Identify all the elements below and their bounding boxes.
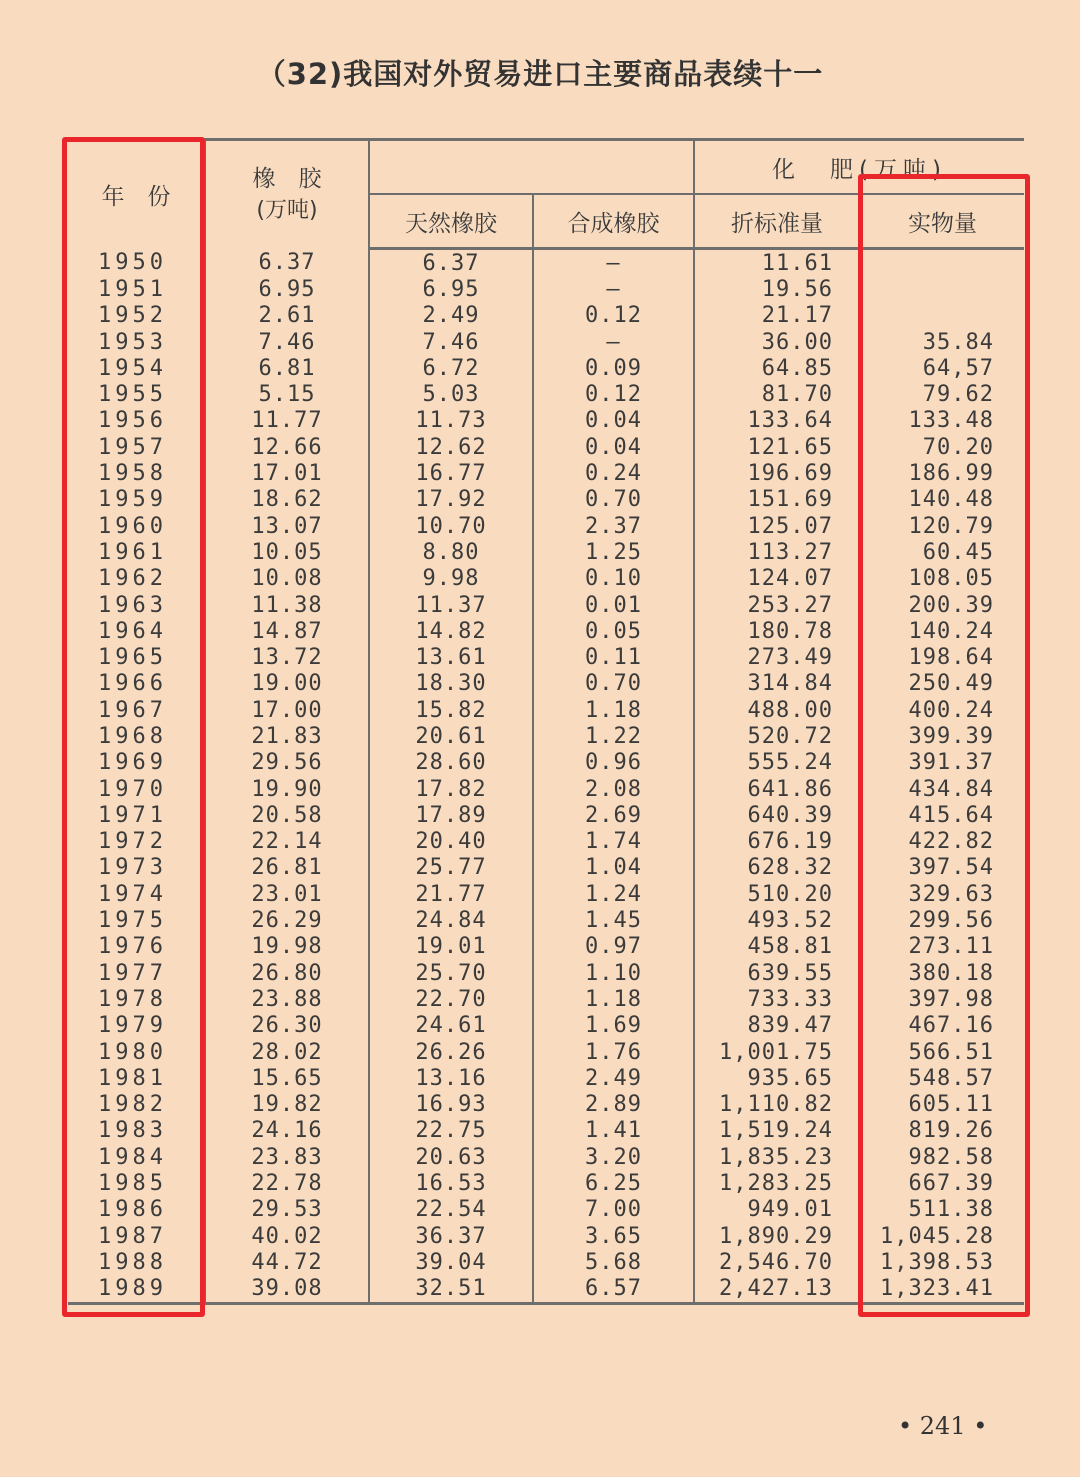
- cell-natural-rubber: 28.60: [369, 750, 533, 776]
- cell-synthetic-rubber: 1.18: [533, 986, 694, 1012]
- cell-natural-rubber: 24.84: [369, 907, 533, 933]
- cell-synthetic-rubber: 0.09: [533, 355, 694, 381]
- table-row: [68, 829, 1024, 855]
- cell-synthetic-rubber: 1.69: [533, 1013, 694, 1039]
- cell-rubber: 14.87: [205, 618, 369, 644]
- table-row: [68, 1197, 1024, 1223]
- cell-natural-rubber: 39.04: [369, 1249, 533, 1275]
- cell-rubber: 19.00: [205, 671, 369, 697]
- cell-synthetic-rubber: 2.69: [533, 802, 694, 828]
- cell-physical-amount: 1,045.28: [860, 1223, 1024, 1249]
- header-standard-amount: 折标准量: [694, 194, 860, 249]
- cell-natural-rubber: 21.77: [369, 881, 533, 907]
- table-row: [68, 1170, 1024, 1196]
- cell-synthetic-rubber: 6.25: [533, 1170, 694, 1196]
- cell-rubber: 6.37: [205, 249, 369, 277]
- cell-physical-amount: 140.48: [860, 487, 1024, 513]
- cell-natural-rubber: 26.26: [369, 1039, 533, 1065]
- cell-rubber: 6.81: [205, 355, 369, 381]
- table-row: [68, 750, 1024, 776]
- cell-physical-amount: [860, 249, 1024, 277]
- cell-standard-amount: 133.64: [694, 408, 860, 434]
- cell-natural-rubber: 9.98: [369, 566, 533, 592]
- cell-physical-amount: 434.84: [860, 776, 1024, 802]
- cell-rubber: 29.53: [205, 1197, 369, 1223]
- cell-physical-amount: 70.20: [860, 434, 1024, 460]
- cell-natural-rubber: 11.37: [369, 592, 533, 618]
- cell-standard-amount: 21.17: [694, 303, 860, 329]
- cell-physical-amount: 391.37: [860, 750, 1024, 776]
- cell-physical-amount: 250.49: [860, 671, 1024, 697]
- cell-synthetic-rubber: 5.68: [533, 1249, 694, 1275]
- cell-standard-amount: 839.47: [694, 1013, 860, 1039]
- table-row: [68, 881, 1024, 907]
- cell-rubber: 5.15: [205, 381, 369, 407]
- cell-natural-rubber: 13.61: [369, 644, 533, 670]
- cell-standard-amount: 458.81: [694, 934, 860, 960]
- cell-rubber: 28.02: [205, 1039, 369, 1065]
- table-row: [68, 355, 1024, 381]
- table-row: [68, 618, 1024, 644]
- cell-synthetic-rubber: 3.65: [533, 1223, 694, 1249]
- cell-standard-amount: 121.65: [694, 434, 860, 460]
- cell-natural-rubber: 14.82: [369, 618, 533, 644]
- header-natural-rubber: 天然橡胶: [369, 194, 533, 249]
- table-row: [68, 592, 1024, 618]
- table-row: [68, 460, 1024, 486]
- cell-standard-amount: 273.49: [694, 644, 860, 670]
- cell-year: 1952: [98, 303, 167, 329]
- cell-rubber: 22.14: [205, 829, 369, 855]
- cell-rubber: 18.62: [205, 487, 369, 513]
- cell-year: 1988: [98, 1249, 167, 1275]
- cell-physical-amount: 397.54: [860, 855, 1024, 881]
- cell-year: 1983: [98, 1118, 167, 1144]
- cell-natural-rubber: 8.80: [369, 539, 533, 565]
- cell-physical-amount: 566.51: [860, 1039, 1024, 1065]
- cell-rubber: 22.78: [205, 1170, 369, 1196]
- cell-physical-amount: 415.64: [860, 802, 1024, 828]
- cell-year: 1985: [98, 1171, 167, 1197]
- cell-year: 1971: [98, 802, 167, 828]
- cell-year: 1963: [98, 592, 167, 618]
- cell-natural-rubber: 20.40: [369, 829, 533, 855]
- cell-synthetic-rubber: 2.89: [533, 1092, 694, 1118]
- cell-rubber: 44.72: [205, 1249, 369, 1275]
- cell-standard-amount: 180.78: [694, 618, 860, 644]
- cell-natural-rubber: 15.82: [369, 697, 533, 723]
- cell-physical-amount: 400.24: [860, 697, 1024, 723]
- cell-year: 1989: [68, 1276, 205, 1304]
- cell-standard-amount: 949.01: [694, 1197, 860, 1223]
- cell-rubber: 7.46: [205, 329, 369, 355]
- cell-physical-amount: [860, 276, 1024, 302]
- cell-rubber: 19.82: [205, 1092, 369, 1118]
- cell-synthetic-rubber: 0.05: [533, 618, 694, 644]
- cell-year: 1976: [98, 934, 167, 960]
- cell-physical-amount: 329.63: [860, 881, 1024, 907]
- cell-natural-rubber: 18.30: [369, 671, 533, 697]
- cell-natural-rubber: 20.61: [369, 723, 533, 749]
- cell-synthetic-rubber: 2.37: [533, 513, 694, 539]
- cell-synthetic-rubber: 1.74: [533, 829, 694, 855]
- cell-physical-amount: 299.56: [860, 907, 1024, 933]
- table-row: [68, 566, 1024, 592]
- cell-year: 1960: [98, 513, 167, 539]
- cell-standard-amount: 36.00: [694, 329, 860, 355]
- cell-natural-rubber: 25.70: [369, 960, 533, 986]
- cell-natural-rubber: 7.46: [369, 329, 533, 355]
- cell-synthetic-rubber: 0.11: [533, 644, 694, 670]
- cell-natural-rubber: 2.49: [369, 303, 533, 329]
- cell-standard-amount: 196.69: [694, 460, 860, 486]
- table-row: [68, 381, 1024, 407]
- cell-year: 1979: [98, 1013, 167, 1039]
- cell-synthetic-rubber: 1.25: [533, 539, 694, 565]
- cell-standard-amount: 125.07: [694, 513, 860, 539]
- cell-physical-amount: 380.18: [860, 960, 1024, 986]
- cell-synthetic-rubber: 1.76: [533, 1039, 694, 1065]
- cell-natural-rubber: 6.72: [369, 355, 533, 381]
- cell-standard-amount: 641.86: [694, 776, 860, 802]
- cell-physical-amount: 982.58: [860, 1144, 1024, 1170]
- cell-rubber: 17.00: [205, 697, 369, 723]
- cell-synthetic-rubber: —: [533, 329, 694, 355]
- table-row: [68, 960, 1024, 986]
- cell-physical-amount: 133.48: [860, 408, 1024, 434]
- table-row: [68, 329, 1024, 355]
- table-row: [68, 1223, 1024, 1249]
- table-row: [68, 1013, 1024, 1039]
- cell-synthetic-rubber: 0.70: [533, 487, 694, 513]
- cell-physical-amount: 64,57: [860, 355, 1024, 381]
- cell-natural-rubber: 22.70: [369, 986, 533, 1012]
- table-row: [68, 1092, 1024, 1118]
- cell-year: 1951: [98, 276, 167, 302]
- cell-rubber: 2.61: [205, 303, 369, 329]
- header-synthetic-rubber: 合成橡胶: [533, 194, 694, 249]
- cell-year: 1969: [98, 750, 167, 776]
- cell-rubber: 26.81: [205, 855, 369, 881]
- table-row: [68, 1118, 1024, 1144]
- cell-year: 1987: [98, 1223, 167, 1249]
- cell-standard-amount: 2,546.70: [694, 1249, 860, 1275]
- cell-synthetic-rubber: 0.24: [533, 460, 694, 486]
- cell-natural-rubber: 5.03: [369, 381, 533, 407]
- cell-rubber: 39.08: [205, 1276, 369, 1304]
- cell-natural-rubber: 16.93: [369, 1092, 533, 1118]
- cell-rubber: 26.29: [205, 907, 369, 933]
- cell-natural-rubber: 16.53: [369, 1170, 533, 1196]
- cell-year: 1972: [98, 829, 167, 855]
- cell-natural-rubber: 12.62: [369, 434, 533, 460]
- cell-standard-amount: 520.72: [694, 723, 860, 749]
- cell-rubber: 13.72: [205, 644, 369, 670]
- cell-year: 1982: [98, 1092, 167, 1118]
- cell-synthetic-rubber: 2.08: [533, 776, 694, 802]
- cell-synthetic-rubber: 1.18: [533, 697, 694, 723]
- cell-physical-amount: 198.64: [860, 644, 1024, 670]
- header-rubber-label: 橡 胶: [252, 165, 322, 192]
- cell-standard-amount: 124.07: [694, 566, 860, 592]
- cell-physical-amount: 200.39: [860, 592, 1024, 618]
- table-body: [68, 249, 1024, 1304]
- cell-rubber: 19.98: [205, 934, 369, 960]
- cell-natural-rubber: 11.73: [369, 408, 533, 434]
- cell-standard-amount: 314.84: [694, 671, 860, 697]
- cell-standard-amount: 151.69: [694, 487, 860, 513]
- cell-physical-amount: 60.45: [860, 539, 1024, 565]
- cell-physical-amount: 399.39: [860, 723, 1024, 749]
- cell-natural-rubber: 36.37: [369, 1223, 533, 1249]
- cell-natural-rubber: 13.16: [369, 1065, 533, 1091]
- cell-standard-amount: 639.55: [694, 960, 860, 986]
- cell-rubber: 26.80: [205, 960, 369, 986]
- cell-synthetic-rubber: 1.41: [533, 1118, 694, 1144]
- cell-year: 1950: [98, 249, 167, 275]
- cell-synthetic-rubber: 0.12: [533, 381, 694, 407]
- cell-physical-amount: 273.11: [860, 934, 1024, 960]
- cell-synthetic-rubber: 1.22: [533, 723, 694, 749]
- cell-natural-rubber: 22.75: [369, 1118, 533, 1144]
- cell-physical-amount: 108.05: [860, 566, 1024, 592]
- cell-synthetic-rubber: 0.97: [533, 934, 694, 960]
- cell-standard-amount: 935.65: [694, 1065, 860, 1091]
- cell-year: 1956: [98, 408, 167, 434]
- cell-physical-amount: 35.84: [860, 329, 1024, 355]
- cell-standard-amount: 1,890.29: [694, 1223, 860, 1249]
- cell-physical-amount: 605.11: [860, 1092, 1024, 1118]
- cell-natural-rubber: 20.63: [369, 1144, 533, 1170]
- table-row: [68, 276, 1024, 302]
- cell-year: 1975: [98, 908, 167, 934]
- table-row: [68, 303, 1024, 329]
- header-rubber-unit: (万吨): [256, 197, 318, 223]
- cell-synthetic-rubber: 6.57: [533, 1276, 694, 1304]
- table-row: [68, 723, 1024, 749]
- cell-synthetic-rubber: 0.04: [533, 434, 694, 460]
- table-row: [68, 408, 1024, 434]
- cell-physical-amount: 548.57: [860, 1065, 1024, 1091]
- table-row: [68, 1276, 1024, 1304]
- cell-year: 1986: [98, 1197, 167, 1223]
- cell-physical-amount: 422.82: [860, 829, 1024, 855]
- table-row: [68, 934, 1024, 960]
- cell-rubber: 20.58: [205, 802, 369, 828]
- cell-standard-amount: 2,427.13: [694, 1276, 860, 1304]
- cell-natural-rubber: 19.01: [369, 934, 533, 960]
- table-row: [68, 1144, 1024, 1170]
- table-row: [68, 644, 1024, 670]
- cell-year: 1962: [98, 566, 167, 592]
- cell-rubber: 11.38: [205, 592, 369, 618]
- table-row: [68, 249, 1024, 277]
- cell-standard-amount: 64.85: [694, 355, 860, 381]
- table-row: [68, 1249, 1024, 1275]
- table-row: [68, 802, 1024, 828]
- cell-year: 1977: [98, 960, 167, 986]
- cell-physical-amount: 667.39: [860, 1170, 1024, 1196]
- cell-synthetic-rubber: 3.20: [533, 1144, 694, 1170]
- cell-standard-amount: 493.52: [694, 907, 860, 933]
- cell-standard-amount: 1,835.23: [694, 1144, 860, 1170]
- cell-rubber: 40.02: [205, 1223, 369, 1249]
- cell-synthetic-rubber: 2.49: [533, 1065, 694, 1091]
- cell-year: 1973: [98, 855, 167, 881]
- table-row: [68, 855, 1024, 881]
- cell-rubber: 23.83: [205, 1144, 369, 1170]
- cell-year: 1966: [98, 671, 167, 697]
- cell-synthetic-rubber: 0.01: [533, 592, 694, 618]
- cell-year: 1968: [98, 723, 167, 749]
- cell-physical-amount: 79.62: [860, 381, 1024, 407]
- cell-synthetic-rubber: 0.04: [533, 408, 694, 434]
- header-year: 年 份: [101, 184, 171, 211]
- cell-standard-amount: 510.20: [694, 881, 860, 907]
- cell-natural-rubber: 24.61: [369, 1013, 533, 1039]
- cell-year: 1953: [98, 329, 167, 355]
- table-row: [68, 1065, 1024, 1091]
- cell-physical-amount: 1,323.41: [860, 1276, 1024, 1304]
- cell-standard-amount: 253.27: [694, 592, 860, 618]
- cell-rubber: 23.88: [205, 986, 369, 1012]
- cell-physical-amount: 120.79: [860, 513, 1024, 539]
- cell-rubber: 13.07: [205, 513, 369, 539]
- header-fertilizer: 化 肥(万吨): [694, 140, 1024, 195]
- cell-physical-amount: 511.38: [860, 1197, 1024, 1223]
- cell-natural-rubber: 25.77: [369, 855, 533, 881]
- cell-year: 1957: [98, 434, 167, 460]
- cell-standard-amount: 640.39: [694, 802, 860, 828]
- cell-standard-amount: 1,001.75: [694, 1039, 860, 1065]
- cell-standard-amount: 11.61: [694, 249, 860, 277]
- cell-physical-amount: 186.99: [860, 460, 1024, 486]
- cell-year: 1964: [98, 618, 167, 644]
- cell-rubber: 23.01: [205, 881, 369, 907]
- header-rubber: [205, 140, 369, 249]
- cell-natural-rubber: 6.95: [369, 276, 533, 302]
- cell-natural-rubber: 22.54: [369, 1197, 533, 1223]
- table-row: [68, 776, 1024, 802]
- cell-rubber: 11.77: [205, 408, 369, 434]
- cell-standard-amount: 19.56: [694, 276, 860, 302]
- table-row: [68, 1039, 1024, 1065]
- cell-physical-amount: 397.98: [860, 986, 1024, 1012]
- cell-natural-rubber: 10.70: [369, 513, 533, 539]
- cell-year: 1978: [98, 986, 167, 1012]
- cell-synthetic-rubber: 1.24: [533, 881, 694, 907]
- cell-standard-amount: 113.27: [694, 539, 860, 565]
- cell-year: 1981: [98, 1065, 167, 1091]
- cell-rubber: 19.90: [205, 776, 369, 802]
- cell-physical-amount: 467.16: [860, 1013, 1024, 1039]
- import-commodities-table: [68, 138, 1024, 1305]
- cell-year: 1967: [98, 697, 167, 723]
- cell-standard-amount: 628.32: [694, 855, 860, 881]
- cell-standard-amount: 555.24: [694, 750, 860, 776]
- cell-natural-rubber: 32.51: [369, 1276, 533, 1304]
- cell-physical-amount: 819.26: [860, 1118, 1024, 1144]
- cell-year: 1970: [98, 776, 167, 802]
- table-row: [68, 986, 1024, 1012]
- cell-rubber: 26.30: [205, 1013, 369, 1039]
- cell-physical-amount: [860, 303, 1024, 329]
- cell-rubber: 17.01: [205, 460, 369, 486]
- cell-standard-amount: 733.33: [694, 986, 860, 1012]
- cell-physical-amount: 140.24: [860, 618, 1024, 644]
- cell-synthetic-rubber: 1.45: [533, 907, 694, 933]
- cell-physical-amount: 1,398.53: [860, 1249, 1024, 1275]
- table-row: [68, 671, 1024, 697]
- cell-synthetic-rubber: 1.10: [533, 960, 694, 986]
- cell-year: 1965: [98, 645, 167, 671]
- cell-standard-amount: 81.70: [694, 381, 860, 407]
- cell-rubber: 21.83: [205, 723, 369, 749]
- cell-standard-amount: 1,519.24: [694, 1118, 860, 1144]
- cell-synthetic-rubber: —: [533, 276, 694, 302]
- cell-natural-rubber: 17.82: [369, 776, 533, 802]
- cell-synthetic-rubber: 0.96: [533, 750, 694, 776]
- cell-natural-rubber: 17.89: [369, 802, 533, 828]
- cell-year: 1959: [98, 487, 167, 513]
- cell-natural-rubber: 17.92: [369, 487, 533, 513]
- header-rubber-spacer: [369, 140, 694, 195]
- cell-rubber: 10.08: [205, 566, 369, 592]
- table-row: [68, 697, 1024, 723]
- table-row: [68, 907, 1024, 933]
- cell-rubber: 24.16: [205, 1118, 369, 1144]
- cell-natural-rubber: 6.37: [369, 249, 533, 277]
- page-title: （32)我国对外贸易进口主要商品表续十一: [256, 57, 824, 91]
- cell-year: 1980: [98, 1039, 167, 1065]
- cell-standard-amount: 1,110.82: [694, 1092, 860, 1118]
- cell-standard-amount: 1,283.25: [694, 1170, 860, 1196]
- cell-year: 1984: [98, 1144, 167, 1170]
- cell-year: 1961: [98, 539, 167, 565]
- cell-year: 1958: [98, 461, 167, 487]
- cell-rubber: 29.56: [205, 750, 369, 776]
- page-number: • 241 •: [898, 1412, 988, 1440]
- table-row: [68, 513, 1024, 539]
- cell-synthetic-rubber: —: [533, 249, 694, 277]
- cell-synthetic-rubber: 0.12: [533, 303, 694, 329]
- cell-rubber: 6.95: [205, 276, 369, 302]
- cell-rubber: 10.05: [205, 539, 369, 565]
- cell-year: 1955: [98, 382, 167, 408]
- cell-synthetic-rubber: 0.70: [533, 671, 694, 697]
- cell-rubber: 15.65: [205, 1065, 369, 1091]
- cell-synthetic-rubber: 1.04: [533, 855, 694, 881]
- table-row: [68, 434, 1024, 460]
- cell-year: 1974: [98, 881, 167, 907]
- cell-standard-amount: 488.00: [694, 697, 860, 723]
- cell-synthetic-rubber: 0.10: [533, 566, 694, 592]
- cell-synthetic-rubber: 7.00: [533, 1197, 694, 1223]
- cell-natural-rubber: 16.77: [369, 460, 533, 486]
- cell-year: 1954: [98, 355, 167, 381]
- cell-standard-amount: 676.19: [694, 829, 860, 855]
- table-row: [68, 487, 1024, 513]
- header-physical-amount: 实物量: [860, 194, 1024, 249]
- table-row: [68, 539, 1024, 565]
- cell-rubber: 12.66: [205, 434, 369, 460]
